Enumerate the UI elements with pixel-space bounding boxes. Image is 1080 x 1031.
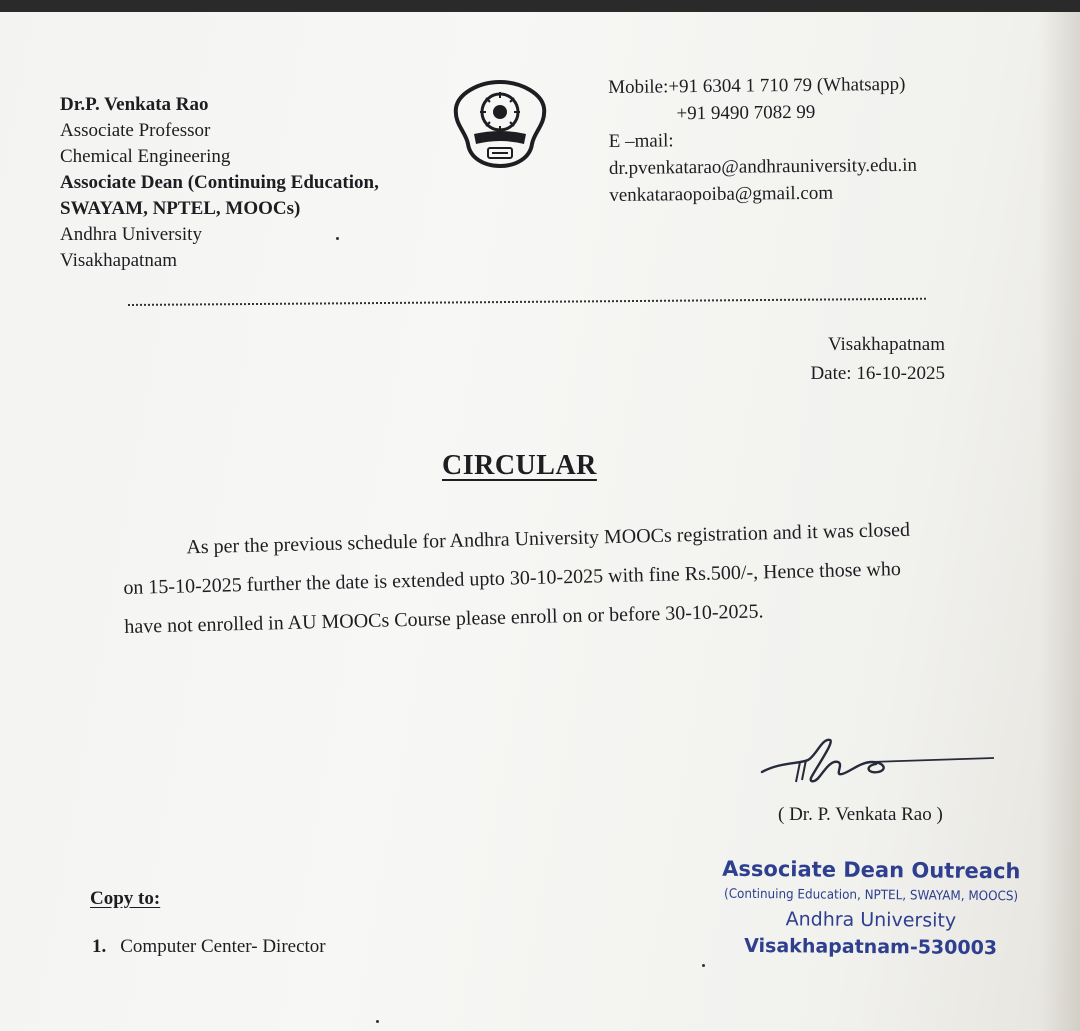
email-label: E –mail: xyxy=(608,130,674,152)
stamp-subtitle: (Continuing Education, NPTEL, SWAYAM, MOOCS) xyxy=(724,886,1019,905)
signatory-name: ( Dr. P. Venkata Rao ) xyxy=(778,804,943,825)
place: Visakhapatnam xyxy=(827,334,945,355)
copy-to-item xyxy=(92,936,326,958)
stamp-address: Visakhapatnam-530003 xyxy=(744,934,998,960)
mobile-line1: Mobile:+91 6304 1 710 79 (Whatsapp) xyxy=(608,73,906,98)
copy-to-list xyxy=(92,936,326,958)
sender-university: Andhra University xyxy=(60,224,202,245)
body-line1: As per the previous schedule for Andhra University MOOCs registration and it was closed xyxy=(186,518,911,559)
handwritten-signature xyxy=(760,732,1000,798)
sender-block xyxy=(60,92,379,274)
mobile-line2: +91 9490 7082 99 xyxy=(676,101,816,125)
sender-name: Dr.P. Venkata Rao xyxy=(60,94,209,115)
email-secondary: venkataraopoiba@gmail.com xyxy=(609,182,834,206)
ink-speck xyxy=(702,964,705,967)
body-line2: on 15-10-2025 further the date is extended upto 30-10-2025 with fine Rs.500/-, Hence those who xyxy=(123,557,902,599)
email-primary: dr.pvenkatarao@andhrauniversity.edu.in xyxy=(608,154,918,179)
ink-speck xyxy=(336,237,339,240)
sender-city: Visakhapatnam xyxy=(60,250,178,271)
copy-to-item-number: 1. xyxy=(92,936,107,957)
date: Date: 16-10-2025 xyxy=(810,363,945,384)
copy-to-item-text: Computer Center- Director xyxy=(120,936,326,957)
official-stamp xyxy=(706,854,1037,963)
sender-designation: Associate Professor xyxy=(60,120,211,141)
sender-department: Chemical Engineering xyxy=(60,146,231,167)
stamp-title: Associate Dean Outreach xyxy=(722,856,1021,884)
sender-role-line1: Associate Dean (Continuing Education, xyxy=(60,172,379,193)
university-emblem-icon xyxy=(452,78,548,170)
header-divider xyxy=(128,298,926,306)
circular-page xyxy=(0,12,1080,1031)
body-line3: have not enrolled in AU MOOCs Course please enroll on or before 30-10-2025. xyxy=(124,600,764,638)
place-date-block xyxy=(810,330,945,388)
circular-body xyxy=(122,509,985,647)
ink-speck xyxy=(376,1020,379,1023)
contact-block xyxy=(608,71,917,209)
sender-role-line2: SWAYAM, NPTEL, MOOCs) xyxy=(60,198,301,219)
circular-heading: CIRCULAR xyxy=(442,450,597,481)
copy-to-label: Copy to: xyxy=(90,888,161,909)
stamp-university: Andhra University xyxy=(785,908,957,932)
